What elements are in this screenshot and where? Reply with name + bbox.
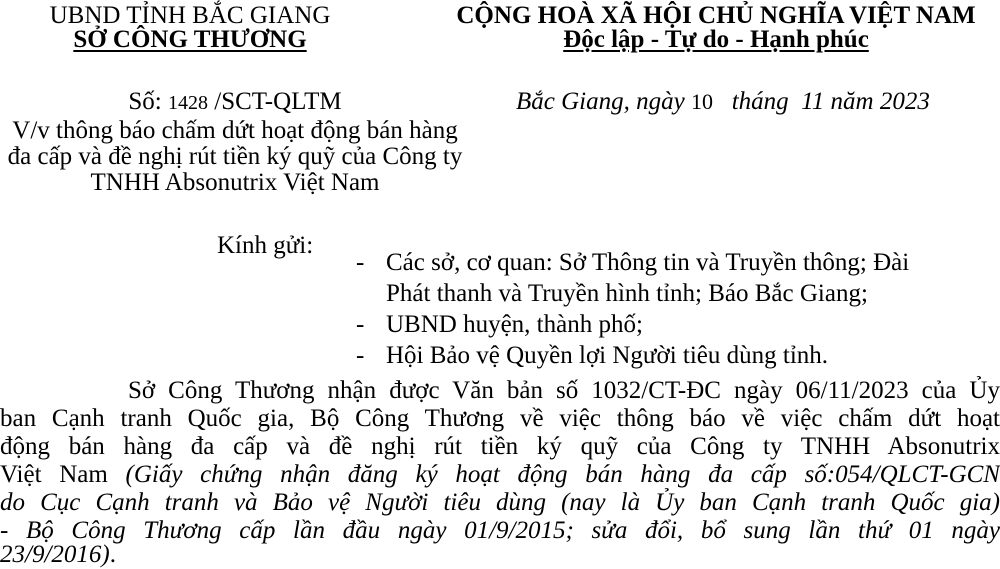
body-paragraph-line: Sở Công Thương nhận được Văn bản số 1032/CT-ĐC ngày 06/11/2023 của Ủy [128,377,1000,404]
motto-text: Độc lập - Tự do - Hạnh phúc [563,26,869,53]
recipient-item: - Các sở, cơ quan: Sở Thông tin và Truyền thông; Đài [356,249,910,276]
date-day: 10 [690,89,713,114]
recipient-text: Các sở, cơ quan: Sở Thông tin và Truyền thông; Đài [386,249,910,276]
recipient-item: - Hội Bảo vệ Quyền lợi Người tiêu dùng tỉnh. [356,342,829,369]
issuing-agency: UBND TỈNH BẮC GIANG [49,2,331,29]
issuing-department [0,26,380,54]
recipient-text: Hội Bảo vệ Quyền lợi Người tiêu dùng tỉnh. [386,342,829,369]
national-title: CỘNG HOÀ XÃ HỘI CHỦ NGHĨA VIỆT NAM [456,2,976,29]
issue-date [516,87,930,117]
body-paragraph-line [0,540,1000,569]
doc-number-prefix: Số: [128,88,168,115]
document-number [0,87,470,118]
body-text: . [109,541,116,568]
recipients-label: Kính gửi: [217,232,314,259]
date-place: Bắc Giang, ngày [516,88,691,115]
national-motto [432,26,1000,54]
body-paragraph-line [0,460,1000,489]
body-paragraph-line: - Bộ Công Thương cấp lần đầu ngày 01/9/2015; sửa đổi, bổ sung lần thứ 01 ngày [0,517,1000,544]
recipient-continuation: Phát thanh và Truyền hình tỉnh; Báo Bắc Giang; [386,280,868,307]
body-paragraph-line: ban Cạnh tranh Quốc gia, Bộ Công Thương về việc thông báo về việc chấm dứt hoạt [0,405,1000,432]
body-italic-text: 23/9/2016) [0,541,110,568]
recipient-text: UBND huyện, thành phố; [386,311,643,338]
department-name: SỞ CÔNG THƯƠNG [73,26,307,53]
document-subject: V/v thông báo chấm dứt hoạt động bán hàng đa cấp và đề nghị rút tiền ký quỹ của Công ty TNHH Absonutrix Việt Nam [7,117,463,196]
body-paragraph-line: động bán hàng đa cấp và đề nghị rút tiền ký quỹ của Công ty TNHH Absonutrix [0,433,1000,460]
body-text: Việt Nam [0,461,126,488]
body-paragraph-line: do Cục Cạnh tranh và Bảo vệ Người tiêu dùng (nay là Ủy ban Cạnh tranh Quốc gia) [0,489,1000,516]
date-month-year: tháng 11 năm 2023 [712,88,930,115]
body-italic-text: (Giấy chứng nhận đăng ký hoạt động bán hàng đa cấp số:054/QLCT-GCN [125,461,1000,488]
doc-number-value: 1428 [168,92,208,114]
recipient-item: - UBND huyện, thành phố; [356,311,643,338]
doc-number-suffix: /SCT-QLTM [208,88,342,115]
